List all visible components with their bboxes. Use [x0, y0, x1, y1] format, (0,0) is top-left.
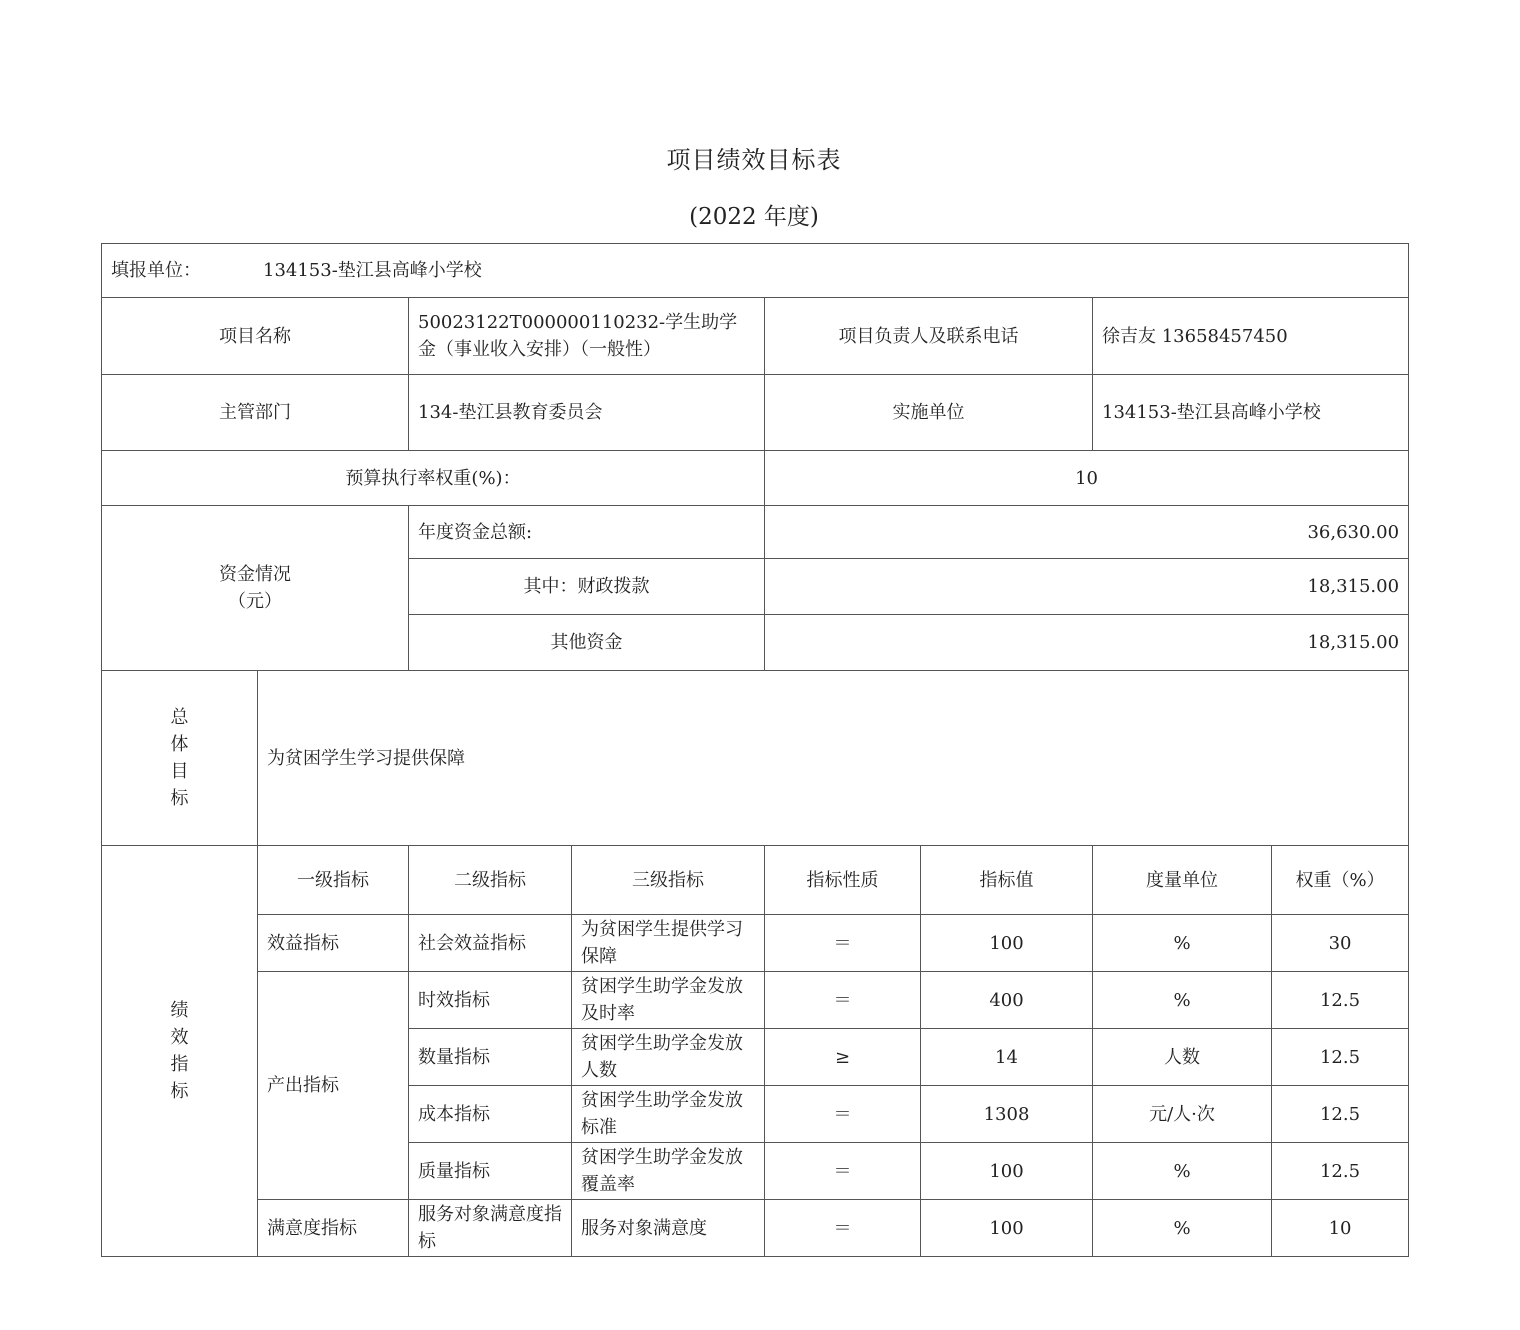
dept-value: 134-垫江县教育委员会 [409, 375, 765, 451]
value-cell: 1308 [921, 1086, 1093, 1143]
manager-value: 徐吉友 13658457450 [1093, 298, 1409, 375]
weight-cell: 30 [1272, 915, 1409, 972]
level1-cell: 产出指标 [258, 972, 409, 1200]
project-name-label: 项目名称 [102, 298, 409, 375]
page-title: 项目绩效目标表 [666, 146, 842, 174]
unit-value: 134153-垫江县高峰小学校 [263, 260, 482, 281]
annual-total-value: 36,630.00 [765, 506, 1409, 559]
indicator-header-row [102, 846, 1409, 915]
goal-label-char: 总 [170, 707, 189, 728]
level2-cell: 成本指标 [409, 1086, 572, 1143]
goal-label-char: 标 [170, 788, 189, 809]
budget-rate-row [102, 451, 1409, 506]
goal-label-char: 目 [170, 761, 189, 782]
weight-cell: 12.5 [1272, 1086, 1409, 1143]
value-cell: 400 [921, 972, 1093, 1029]
unit-cell: % [1093, 915, 1272, 972]
column-header: 三级指标 [572, 846, 765, 915]
value-cell: 100 [921, 915, 1093, 972]
value-cell: 14 [921, 1029, 1093, 1086]
unit-label: 填报单位： [111, 260, 201, 281]
goal-label [102, 671, 258, 846]
goal-row [102, 671, 1409, 846]
perf-label-char: 效 [170, 1027, 189, 1048]
perf-label-char: 绩 [170, 1000, 189, 1021]
unit-row [102, 244, 1409, 298]
annual-total-row [102, 506, 1409, 559]
budget-rate-value: 10 [765, 451, 1409, 506]
page-subtitle: (2022 年度) [689, 204, 819, 230]
manager-label: 项目负责人及联系电话 [765, 298, 1093, 375]
level2-cell: 数量指标 [409, 1029, 572, 1086]
perf-label-char: 标 [170, 1081, 189, 1102]
unit-cell: % [1093, 972, 1272, 1029]
project-name-row [102, 298, 1409, 375]
level1-cell: 满意度指标 [258, 1200, 409, 1257]
unit-cell: 人数 [1093, 1029, 1272, 1086]
impl-label: 实施单位 [765, 375, 1093, 451]
dept-label: 主管部门 [102, 375, 409, 451]
project-name-value: 50023122T000000110232-学生助学金（事业收入安排）（一般性） [409, 298, 765, 375]
funds-label-unit: （元） [228, 591, 282, 612]
weight-cell: 12.5 [1272, 1143, 1409, 1200]
annual-total-label: 年度资金总额: [409, 506, 765, 559]
weight-cell: 12.5 [1272, 1029, 1409, 1086]
level1-cell: 效益指标 [258, 915, 409, 972]
funds-label-main: 资金情况 [219, 564, 291, 585]
nature-cell: ＝ [765, 1200, 921, 1257]
perf-label-char: 指 [170, 1054, 189, 1075]
table-row [102, 972, 1409, 1029]
column-header: 指标性质 [765, 846, 921, 915]
nature-cell: ≥ [765, 1029, 921, 1086]
nature-cell: ＝ [765, 915, 921, 972]
weight-cell: 12.5 [1272, 972, 1409, 1029]
column-header: 度量单位 [1093, 846, 1272, 915]
dept-row [102, 375, 1409, 451]
unit-cell: % [1093, 1200, 1272, 1257]
level3-cell: 贫困学生助学金发放标准 [572, 1086, 765, 1143]
fiscal-value: 18,315.00 [765, 559, 1409, 615]
level3-cell: 贫困学生助学金发放及时率 [572, 972, 765, 1029]
other-value: 18,315.00 [765, 615, 1409, 671]
value-cell: 100 [921, 1200, 1093, 1257]
nature-cell: ＝ [765, 972, 921, 1029]
weight-cell: 10 [1272, 1200, 1409, 1257]
performance-table [101, 243, 1409, 1257]
fiscal-label: 其中：财政拨款 [409, 559, 765, 615]
level2-cell: 社会效益指标 [409, 915, 572, 972]
level3-cell: 为贫困学生提供学习保障 [572, 915, 765, 972]
impl-value: 134153-垫江县高峰小学校 [1093, 375, 1409, 451]
unit-cell: % [1093, 1143, 1272, 1200]
goal-value: 为贫困学生学习提供保障 [258, 671, 1409, 846]
column-header: 指标值 [921, 846, 1093, 915]
level3-cell: 服务对象满意度 [572, 1200, 765, 1257]
table-row [102, 1200, 1409, 1257]
level2-cell: 服务对象满意度指标 [409, 1200, 572, 1257]
goal-label-char: 体 [170, 734, 189, 755]
unit-cell [102, 244, 1409, 298]
column-header: 权重（%） [1272, 846, 1409, 915]
column-header: 一级指标 [258, 846, 409, 915]
budget-rate-label: 预算执行率权重(%)： [102, 451, 765, 506]
level2-cell: 时效指标 [409, 972, 572, 1029]
column-header: 二级指标 [409, 846, 572, 915]
table-row [102, 915, 1409, 972]
nature-cell: ＝ [765, 1143, 921, 1200]
level3-cell: 贫困学生助学金发放人数 [572, 1029, 765, 1086]
nature-cell: ＝ [765, 1086, 921, 1143]
funds-label [102, 506, 409, 671]
value-cell: 100 [921, 1143, 1093, 1200]
perf-label [102, 846, 258, 1257]
level3-cell: 贫困学生助学金发放覆盖率 [572, 1143, 765, 1200]
level2-cell: 质量指标 [409, 1143, 572, 1200]
unit-cell: 元/人·次 [1093, 1086, 1272, 1143]
other-label: 其他资金 [409, 615, 765, 671]
